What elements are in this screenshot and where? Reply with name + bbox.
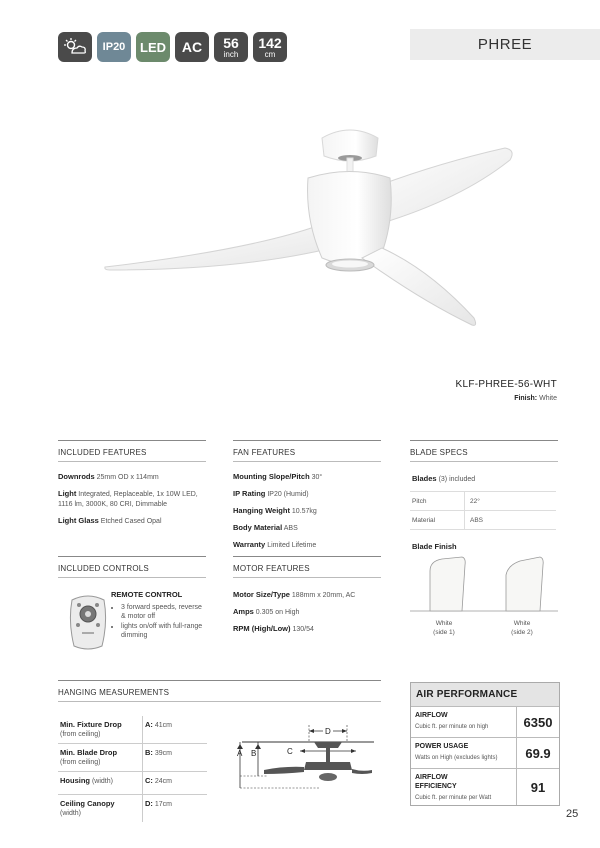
air-performance-heading: AIR PERFORMANCE xyxy=(411,683,559,706)
led-badge: LED xyxy=(136,32,170,62)
section-heading: FAN FEATURES xyxy=(233,440,381,462)
spec-rpm: RPM (High/Low) 130/54 xyxy=(233,624,314,633)
hanging-table xyxy=(58,716,207,822)
table-row: Pitch 22° xyxy=(410,492,556,511)
blade-finish-swatches xyxy=(410,555,558,640)
table-row: Housing (width) C: 24cm xyxy=(58,772,207,795)
air-performance-panel xyxy=(410,682,560,806)
section-heading: BLADE SPECS xyxy=(410,440,558,462)
indoor-outdoor-icon xyxy=(58,32,92,62)
spec-body-material: Body Material ABS xyxy=(233,523,298,532)
page-number: 25 xyxy=(566,808,579,820)
table-row: Material ABS xyxy=(410,511,556,530)
ceiling-fan-image xyxy=(100,120,520,335)
section-heading: HANGING MEASUREMENTS xyxy=(58,680,381,702)
remote-title: REMOTE CONTROL xyxy=(111,590,183,599)
remote-control-info xyxy=(111,590,203,641)
air-row-efficiency: AIRFLOW EFFICIENCY Cubic ft. per minute per Watt 91 xyxy=(411,768,559,805)
size-cm-badge: 142 cm xyxy=(253,32,287,62)
model-number: KLF-PHREE-56-WHT xyxy=(455,379,557,390)
diagram-label-a: A xyxy=(237,749,243,758)
spec-hanging-weight: Hanging Weight 10.57kg xyxy=(233,506,317,515)
air-row-power-usage: POWER USAGE Watts on High (excludes lights) 69.9 xyxy=(411,737,559,768)
size-inch-badge: 56 inch xyxy=(214,32,248,62)
spec-motor-size: Motor Size/Type 188mm x 20mm, AC xyxy=(233,590,356,599)
diagram-label-b: B xyxy=(251,749,257,758)
spec-mounting-slope: Mounting Slope/Pitch 30° xyxy=(233,472,323,481)
swatch-label-side2: White (side 2) xyxy=(511,620,533,636)
hanging-measurements-section xyxy=(58,680,381,822)
table-row: Ceiling Canopy (width) D: 17cm xyxy=(58,795,207,823)
spec-light-glass: Light Glass Etched Cased Opal xyxy=(58,516,162,525)
table-row: Min. Blade Drop (from ceiling) B: 39cm xyxy=(58,744,207,772)
swatch-label-side1: White (side 1) xyxy=(433,620,455,636)
finish-line: Finish: White xyxy=(514,395,557,402)
spec-amps: Amps 0.305 on High xyxy=(233,607,300,616)
table-row: Min. Fixture Drop (from ceiling) A: 41cm xyxy=(58,716,207,744)
ip-rating-badge: IP20 xyxy=(97,32,131,62)
feature-badges xyxy=(58,32,287,62)
remote-control-image xyxy=(66,594,110,652)
spec-ip-rating: IP Rating IP20 (Humid) xyxy=(233,489,309,498)
remote-feature-list xyxy=(111,603,203,640)
air-row-airflow: AIRFLOW Cubic ft. per minute on high 6350 xyxy=(411,706,559,737)
blade-swatch-image xyxy=(410,555,558,613)
blade-specs-section xyxy=(410,440,558,551)
ac-badge: AC xyxy=(175,32,209,62)
spec-downrods: Downrods 25mm OD x 114mm xyxy=(58,472,159,481)
diagram-label-c: C xyxy=(287,747,293,756)
diagram-label-d: D xyxy=(325,727,331,736)
spec-blades: Blades (3) included xyxy=(412,474,476,483)
blade-finish-heading: Blade Finish xyxy=(412,542,457,551)
fan-features-section xyxy=(233,440,381,557)
product-title: PHREE xyxy=(410,29,600,60)
section-heading: INCLUDED CONTROLS xyxy=(58,556,206,578)
hanging-dimension-diagram xyxy=(234,720,379,790)
section-heading: INCLUDED FEATURES xyxy=(58,440,206,462)
included-controls-section xyxy=(58,556,206,639)
motor-features-section xyxy=(233,556,381,641)
blade-spec-table xyxy=(410,491,556,530)
section-heading: MOTOR FEATURES xyxy=(233,556,381,578)
included-features-section xyxy=(58,440,206,533)
spec-light: Light Integrated, Replaceable, 1x 10W LED, 1116 lm, 3000K, 80 CRI, Dimmable xyxy=(58,489,198,508)
list-item: • 3 forward speeds, reverse & motor off xyxy=(121,603,203,621)
spec-warranty: Warranty Limited Lifetime xyxy=(233,540,317,549)
list-item: • lights on/off with full-range dimming xyxy=(121,622,203,640)
